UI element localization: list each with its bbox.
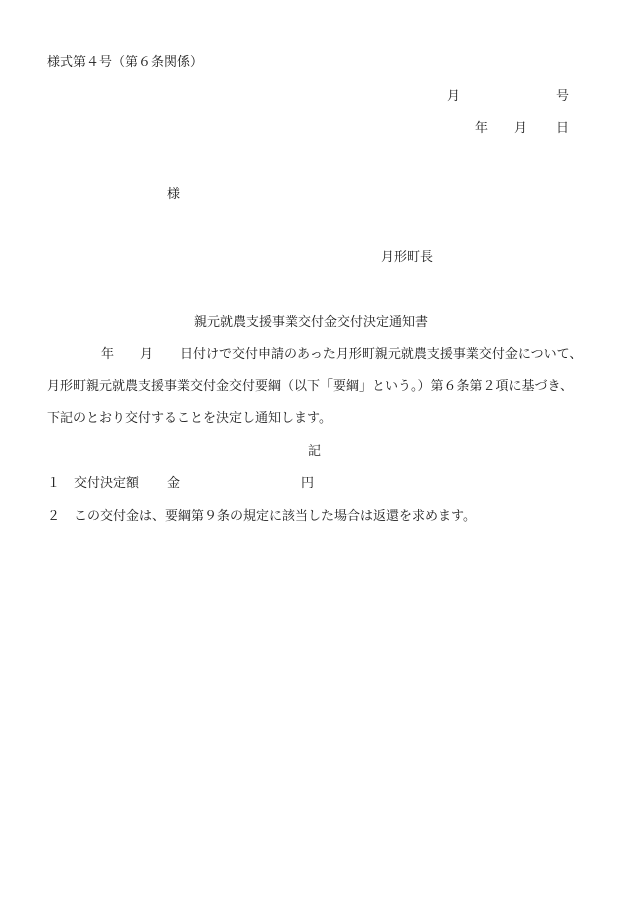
body-line-1: 日付けで交付申請のあった月形町親元就農支援事業交付金について、 (180, 347, 583, 362)
item-number: １ (47, 476, 61, 491)
body-year-label: 年 (101, 347, 115, 362)
date-day-label: 日 (556, 121, 570, 136)
amount-unit: 円 (301, 476, 315, 491)
form-number: 様式第４号（第６条関係） (47, 55, 204, 70)
date-year-label: 年 (475, 121, 489, 136)
note-heading: 記 (308, 444, 322, 459)
body-line-2: 月形町親元就農支援事業交付金交付要綱（以下「要綱」という。）第６条第２項に基づき、 (47, 379, 573, 394)
date-month-label: 月 (514, 121, 528, 136)
amount-prefix: 金 (167, 476, 181, 491)
reference-number-label: 号 (556, 89, 570, 104)
item-number: ２ (47, 509, 61, 524)
body-month-label: 月 (140, 347, 154, 362)
reference-month-label: 月 (447, 89, 461, 104)
addressee-honorific: 様 (167, 187, 181, 202)
item-text: この交付金は、要綱第９条の規定に該当した場合は返還を求めます。 (74, 509, 476, 524)
body-line-3: 下記のとおり交付することを決定し通知します。 (47, 411, 332, 426)
sender-title: 月形町長 (381, 250, 434, 265)
document-title: 親元就農支援事業交付金交付決定通知書 (194, 315, 429, 330)
item-label: 交付決定額 (74, 476, 140, 491)
